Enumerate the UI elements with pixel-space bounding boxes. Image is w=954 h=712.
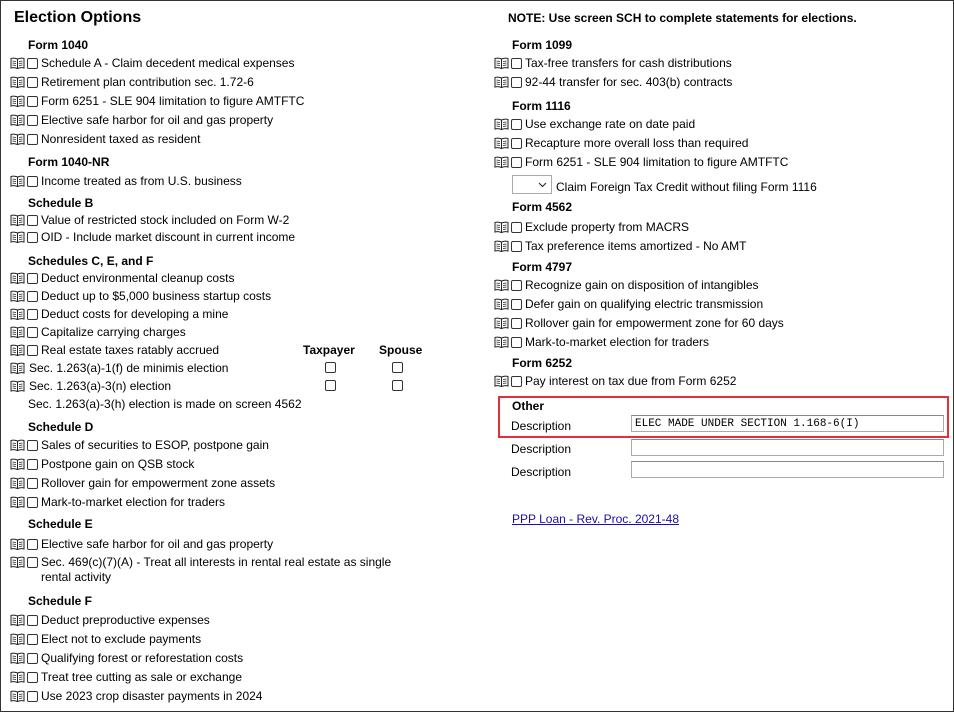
option-label: Income treated as from U.S. business [41, 174, 242, 188]
option-checkbox[interactable] [27, 176, 38, 187]
book-help-icon[interactable] [494, 240, 509, 252]
option-label: Nonresident taxed as resident [41, 132, 201, 146]
other-heading: Other [512, 399, 545, 413]
option-label: Deduct environmental cleanup costs [41, 271, 235, 285]
option-label: Deduct preproductive expenses [41, 613, 210, 627]
option-checkbox[interactable] [511, 138, 522, 149]
form1099-heading: Form 1099 [512, 38, 573, 52]
option-row [494, 154, 788, 170]
option-row [494, 135, 748, 151]
option-row [10, 494, 225, 510]
option-checkbox[interactable] [27, 634, 38, 645]
scheduleE-heading: Schedule E [28, 517, 93, 531]
option-row [10, 306, 228, 322]
option-checkbox[interactable] [511, 58, 522, 69]
option-checkbox[interactable] [27, 327, 38, 338]
page-title: Election Options [14, 9, 142, 26]
option-checkbox[interactable] [511, 119, 522, 130]
form1040nr-heading: Form 1040-NR [28, 155, 110, 169]
book-help-icon[interactable] [10, 344, 25, 356]
option-row [10, 74, 254, 90]
book-help-icon[interactable] [10, 308, 25, 320]
book-help-icon[interactable] [10, 272, 25, 284]
book-help-icon[interactable] [10, 76, 25, 88]
option-checkbox[interactable] [511, 318, 522, 329]
option-row [10, 324, 186, 340]
option-row [10, 270, 234, 286]
book-help-icon[interactable] [494, 298, 509, 310]
option-checkbox[interactable] [511, 376, 522, 387]
option-label: Sales of securities to ESOP, postpone gain [41, 438, 269, 452]
option-label: Elect not to exclude payments [41, 632, 202, 646]
book-help-icon[interactable] [10, 556, 25, 568]
option-row [494, 373, 736, 389]
sec-election-row [10, 378, 171, 394]
chevron-down-icon [538, 182, 547, 188]
option-label: Schedule A - Claim decedent medical expenses [41, 56, 295, 70]
book-help-icon[interactable] [10, 362, 25, 374]
form1040-heading: Form 1040 [28, 38, 89, 52]
option-row [10, 342, 219, 358]
taxpayer-checkbox[interactable] [325, 380, 336, 391]
option-label: Tax preference items amortized - No AMT [525, 239, 747, 253]
option-checkbox[interactable] [27, 459, 38, 470]
book-help-icon[interactable] [10, 690, 25, 702]
book-help-icon[interactable] [494, 375, 509, 387]
book-help-icon[interactable] [10, 133, 25, 145]
option-checkbox[interactable] [27, 232, 38, 243]
form4797-heading: Form 4797 [512, 260, 573, 274]
option-row [10, 456, 194, 472]
option-checkbox[interactable] [27, 478, 38, 489]
book-help-icon[interactable] [494, 118, 509, 130]
scheduleB-heading: Schedule B [28, 196, 94, 210]
book-help-icon[interactable] [10, 380, 25, 392]
description-label: Description [511, 442, 572, 456]
option-label: Tax-free transfers for cash distributions [525, 56, 732, 70]
option-label: Elective safe harbor for oil and gas property [41, 537, 274, 551]
option-checkbox[interactable] [511, 77, 522, 88]
option-row [494, 277, 759, 293]
option-row [10, 612, 210, 628]
option-row [10, 131, 200, 147]
book-help-icon[interactable] [494, 279, 509, 291]
option-row [494, 296, 763, 312]
spouse-checkbox[interactable] [392, 380, 403, 391]
option-checkbox[interactable] [27, 691, 38, 702]
option-label: Elective safe harbor for oil and gas property [41, 113, 274, 127]
option-checkbox[interactable] [27, 615, 38, 626]
option-label: Sec. 1.263(a)-1(f) de minimis election [29, 361, 229, 375]
taxpayer-checkbox[interactable] [325, 362, 336, 373]
spouse-column-header: Spouse [379, 343, 423, 357]
option-checkbox[interactable] [27, 58, 38, 69]
option-label: Exclude property from MACRS [525, 220, 690, 234]
option-row [10, 173, 242, 189]
option-row [10, 669, 242, 685]
option-row [10, 437, 269, 453]
description-label: Description [511, 419, 572, 433]
option-label: Retirement plan contribution sec. 1.72-6 [41, 75, 254, 89]
option-row [494, 74, 732, 90]
option-label: Mark-to-market election for traders [41, 495, 226, 509]
taxpayer-column-header: Taxpayer [303, 343, 355, 357]
option-label: Deduct costs for developing a mine [41, 307, 229, 321]
option-row [10, 212, 289, 228]
sec-263-info: Sec. 1.263(a)-3(h) election is made on screen 4562 [28, 397, 302, 411]
book-help-icon[interactable] [494, 57, 509, 69]
scheduleCEF-heading: Schedules C, E, and F [28, 254, 154, 268]
option-row [494, 116, 695, 132]
book-help-icon[interactable] [10, 95, 25, 107]
option-label: Sec. 469(c)(7)(A) - Treat all interests in rental real estate as single rental activity [41, 555, 392, 584]
book-help-icon[interactable] [10, 214, 25, 226]
book-help-icon[interactable] [10, 290, 25, 302]
form6252-heading: Form 6252 [512, 356, 573, 370]
option-label: Qualifying forest or reforestation costs [41, 651, 244, 665]
option-checkbox[interactable] [27, 557, 38, 568]
book-help-icon[interactable] [494, 137, 509, 149]
option-row [494, 334, 709, 350]
option-checkbox[interactable] [511, 280, 522, 291]
option-label: Form 6251 - SLE 904 limitation to figure AMTFTC [41, 94, 305, 108]
book-help-icon[interactable] [10, 496, 25, 508]
option-row [494, 55, 732, 71]
book-help-icon[interactable] [10, 57, 25, 69]
description-input[interactable]: ELEC MADE UNDER SECTION 1.168-6(I) [631, 415, 944, 432]
option-row [10, 536, 273, 552]
option-checkbox[interactable] [27, 440, 38, 451]
book-help-icon[interactable] [10, 633, 25, 645]
option-checkbox[interactable] [27, 539, 38, 550]
sch-note: NOTE: Use screen SCH to complete statements for elections. [508, 11, 857, 25]
option-label: Real estate taxes ratably accrued [41, 343, 220, 357]
option-checkbox[interactable] [27, 115, 38, 126]
option-checkbox[interactable] [27, 134, 38, 145]
book-help-icon[interactable] [10, 538, 25, 550]
option-label: Recapture more overall loss than required [525, 136, 749, 150]
option-checkbox[interactable] [511, 337, 522, 348]
option-checkbox[interactable] [27, 672, 38, 683]
option-row [10, 475, 275, 491]
book-help-icon[interactable] [494, 76, 509, 88]
option-label: Capitalize carrying charges [41, 325, 186, 339]
book-help-icon[interactable] [494, 156, 509, 168]
book-help-icon[interactable] [10, 652, 25, 664]
book-help-icon[interactable] [10, 326, 25, 338]
option-row [10, 555, 411, 585]
option-row [494, 238, 746, 254]
book-help-icon[interactable] [10, 671, 25, 683]
option-checkbox[interactable] [27, 215, 38, 226]
option-label: Treat tree cutting as sale or exchange [41, 670, 242, 684]
book-help-icon[interactable] [10, 114, 25, 126]
option-checkbox[interactable] [27, 291, 38, 302]
scheduleD-heading: Schedule D [28, 420, 94, 434]
option-checkbox[interactable] [511, 299, 522, 310]
book-help-icon[interactable] [494, 221, 509, 233]
option-row [10, 112, 273, 128]
option-label: Postpone gain on QSB stock [41, 457, 195, 471]
option-checkbox[interactable] [27, 497, 38, 508]
option-row [494, 315, 784, 331]
option-label: Sec. 1.263(a)-3(n) election [29, 379, 172, 393]
option-label: Pay interest on tax due from Form 6252 [525, 374, 737, 388]
option-label: Value of restricted stock included on Form W-2 [41, 213, 290, 227]
option-label: Use exchange rate on date paid [525, 117, 696, 131]
option-checkbox[interactable] [27, 653, 38, 664]
book-help-icon[interactable] [10, 231, 25, 243]
option-label: Recognize gain on disposition of intangibles [525, 278, 759, 292]
option-row [10, 55, 294, 71]
book-help-icon[interactable] [494, 336, 509, 348]
option-label: Form 6251 - SLE 904 limitation to figure AMTFTC [525, 155, 789, 169]
option-row [10, 288, 271, 304]
option-label: Deduct up to $5,000 business startup costs [41, 289, 272, 303]
option-row [10, 93, 304, 109]
description-label: Description [511, 465, 572, 479]
form4562-heading: Form 4562 [512, 200, 573, 214]
ppp-loan-link[interactable]: PPP Loan - Rev. Proc. 2021-48 [512, 512, 679, 526]
description-input[interactable] [631, 439, 944, 456]
option-label: Rollover gain for empowerment zone assets [41, 476, 276, 490]
option-checkbox[interactable] [27, 345, 38, 356]
option-label: 92-44 transfer for sec. 403(b) contracts [525, 75, 733, 89]
option-checkbox[interactable] [511, 222, 522, 233]
option-row [10, 631, 201, 647]
option-checkbox[interactable] [511, 241, 522, 252]
option-label: Defer gain on qualifying electric transmission [525, 297, 764, 311]
option-label: Rollover gain for empowerment zone for 60 days [525, 316, 784, 330]
foreign-tax-credit-select[interactable] [512, 175, 552, 194]
book-help-icon[interactable] [10, 439, 25, 451]
option-label: Use 2023 crop disaster payments in 2024 [41, 689, 263, 703]
book-help-icon[interactable] [10, 477, 25, 489]
foreign-tax-credit-label: Claim Foreign Tax Credit without filing Form 1116 [556, 180, 817, 194]
book-help-icon[interactable] [10, 614, 25, 626]
option-row [10, 229, 295, 245]
option-label: OID - Include market discount in current income [41, 230, 296, 244]
option-row [10, 688, 262, 704]
description-input[interactable] [631, 461, 944, 478]
book-help-icon[interactable] [10, 458, 25, 470]
option-checkbox[interactable] [511, 157, 522, 168]
spouse-checkbox[interactable] [392, 362, 403, 373]
form1116-heading: Form 1116 [512, 99, 571, 113]
book-help-icon[interactable] [494, 317, 509, 329]
sec-election-row [10, 360, 228, 376]
option-row [10, 650, 243, 666]
option-checkbox[interactable] [27, 273, 38, 284]
book-help-icon[interactable] [10, 175, 25, 187]
scheduleF-heading: Schedule F [28, 594, 93, 608]
option-checkbox[interactable] [27, 77, 38, 88]
option-label: Mark-to-market election for traders [525, 335, 710, 349]
option-checkbox[interactable] [27, 96, 38, 107]
option-row [494, 219, 689, 235]
option-checkbox[interactable] [27, 309, 38, 320]
